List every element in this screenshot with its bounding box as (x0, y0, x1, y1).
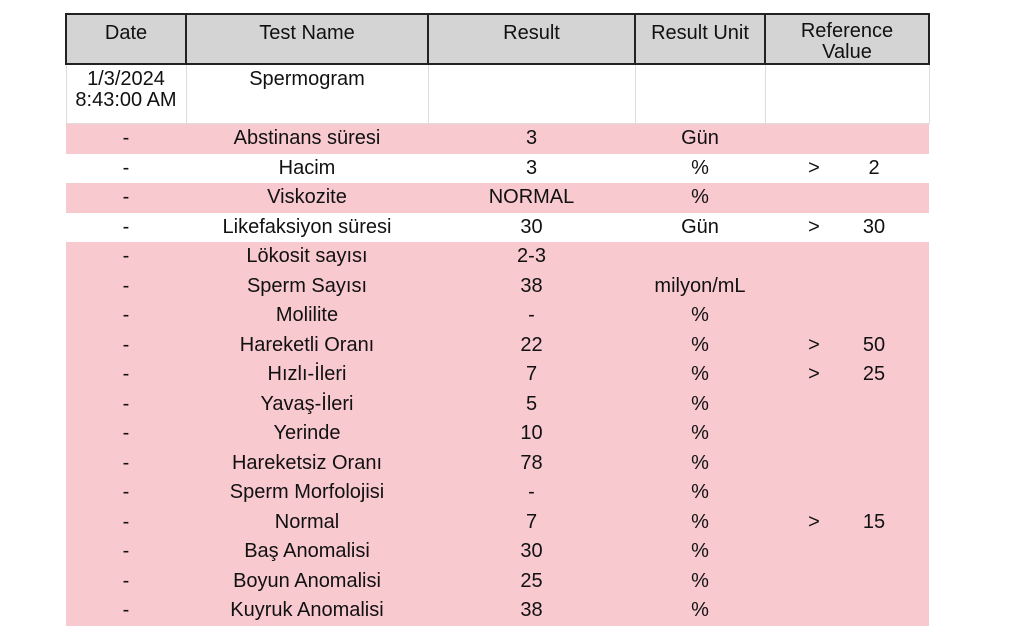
lab-report (65, 13, 928, 626)
cell-date: - (66, 508, 186, 538)
results-table (65, 13, 930, 626)
cell-test-name: Molilite (186, 301, 428, 331)
header-reference-line1: Reference (800, 20, 894, 42)
table-row (66, 154, 929, 184)
cell-date: - (66, 567, 186, 597)
cell-result: 38 (428, 272, 635, 302)
cell-result: 22 (428, 331, 635, 361)
cell-test-name: Hızlı-İleri (186, 360, 428, 390)
cell-result: 3 (428, 124, 635, 154)
cell-reference (765, 331, 929, 361)
cell-result: - (428, 301, 635, 331)
table-header (66, 14, 929, 64)
table-row (66, 301, 929, 331)
header-reference-line2: Value (822, 41, 872, 63)
cell-result: - (428, 478, 635, 508)
cell-reference (765, 596, 929, 626)
cell-reference (765, 154, 929, 184)
cell-reference (765, 124, 929, 154)
table-row (66, 360, 929, 390)
table-row (66, 478, 929, 508)
reference-value: 2 (868, 156, 880, 179)
cell-result: 3 (428, 154, 635, 184)
group-date (66, 64, 186, 124)
group-row (66, 64, 929, 124)
cell-date: - (66, 183, 186, 213)
cell-reference (765, 272, 929, 302)
cell-test-name: Baş Anomalisi (186, 537, 428, 567)
cell-unit: % (635, 331, 765, 361)
cell-reference (765, 390, 929, 420)
cell-reference (765, 567, 929, 597)
table-row (66, 183, 929, 213)
cell-result: 2-3 (428, 242, 635, 272)
table-row (66, 242, 929, 272)
cell-result: 5 (428, 390, 635, 420)
header-reference-value (765, 14, 929, 64)
cell-unit: Gün (635, 213, 765, 243)
group-reference (765, 64, 929, 124)
cell-test-name: Hacim (186, 154, 428, 184)
table-row (66, 449, 929, 479)
table-row (66, 124, 929, 154)
group-unit (635, 64, 765, 124)
cell-test-name: Normal (186, 508, 428, 538)
cell-date: - (66, 596, 186, 626)
cell-result: 78 (428, 449, 635, 479)
cell-reference (765, 183, 929, 213)
reference-value: 25 (862, 363, 886, 385)
table-row (66, 331, 929, 361)
group-test-name: Spermogram (186, 64, 428, 124)
reference-operator: > (808, 363, 820, 385)
cell-unit: milyon/mL (635, 272, 765, 302)
table-row (66, 419, 929, 449)
reference-value: 50 (862, 333, 886, 356)
cell-unit: % (635, 183, 765, 213)
cell-test-name: Kuyruk Anomalisi (186, 596, 428, 626)
cell-reference (765, 508, 929, 538)
cell-date: - (66, 154, 186, 184)
cell-result: 38 (428, 596, 635, 626)
cell-test-name: Boyun Anomalisi (186, 567, 428, 597)
cell-result: 25 (428, 567, 635, 597)
cell-unit: % (635, 537, 765, 567)
cell-date: - (66, 478, 186, 508)
reference-value: 30 (862, 215, 886, 238)
cell-unit: % (635, 449, 765, 479)
cell-date: - (66, 449, 186, 479)
table-row (66, 272, 929, 302)
cell-reference (765, 301, 929, 331)
cell-date: - (66, 360, 186, 390)
cell-reference (765, 537, 929, 567)
group-date-line2: 8:43:00 AM (75, 89, 177, 111)
cell-test-name: Abstinans süresi (186, 124, 428, 154)
cell-unit: % (635, 301, 765, 331)
cell-unit: % (635, 596, 765, 626)
reference-operator: > (808, 333, 820, 356)
header-result: Result (428, 14, 635, 64)
table-row (66, 596, 929, 626)
cell-test-name: Yavaş-İleri (186, 390, 428, 420)
table-row (66, 213, 929, 243)
cell-unit: % (635, 508, 765, 538)
cell-date: - (66, 331, 186, 361)
cell-unit: % (635, 478, 765, 508)
cell-unit: Gün (635, 124, 765, 154)
cell-date: - (66, 390, 186, 420)
cell-result: 7 (428, 360, 635, 390)
cell-reference (765, 478, 929, 508)
reference-operator: > (808, 510, 820, 533)
header-date: Date (66, 14, 186, 64)
cell-result: 30 (428, 537, 635, 567)
header-result-unit: Result Unit (635, 14, 765, 64)
cell-reference (765, 213, 929, 243)
cell-date: - (66, 213, 186, 243)
cell-unit: % (635, 390, 765, 420)
cell-unit: % (635, 154, 765, 184)
cell-test-name: Viskozite (186, 183, 428, 213)
table-row (66, 537, 929, 567)
cell-date: - (66, 419, 186, 449)
table-body (66, 64, 929, 626)
cell-reference (765, 419, 929, 449)
cell-date: - (66, 301, 186, 331)
table-row (66, 567, 929, 597)
group-date-line1: 1/3/2024 (87, 68, 165, 90)
cell-unit: % (635, 567, 765, 597)
reference-operator: > (808, 215, 820, 238)
cell-unit: % (635, 419, 765, 449)
cell-date: - (66, 124, 186, 154)
cell-test-name: Hareketli Oranı (186, 331, 428, 361)
cell-reference (765, 449, 929, 479)
cell-date: - (66, 242, 186, 272)
cell-unit (635, 242, 765, 272)
cell-unit: % (635, 360, 765, 390)
table-row (66, 508, 929, 538)
cell-reference (765, 360, 929, 390)
group-result (428, 64, 635, 124)
cell-test-name: Lökosit sayısı (186, 242, 428, 272)
cell-test-name: Likefaksiyon süresi (186, 213, 428, 243)
cell-result: 30 (428, 213, 635, 243)
cell-date: - (66, 272, 186, 302)
cell-test-name: Yerinde (186, 419, 428, 449)
cell-test-name: Sperm Morfolojisi (186, 478, 428, 508)
cell-date: - (66, 537, 186, 567)
cell-result: 7 (428, 508, 635, 538)
reference-value: 15 (862, 510, 886, 533)
cell-test-name: Hareketsiz Oranı (186, 449, 428, 479)
cell-result: 10 (428, 419, 635, 449)
table-row (66, 390, 929, 420)
header-test-name: Test Name (186, 14, 428, 64)
cell-test-name: Sperm Sayısı (186, 272, 428, 302)
cell-reference (765, 242, 929, 272)
reference-operator: > (808, 156, 820, 179)
cell-result: NORMAL (428, 183, 635, 213)
